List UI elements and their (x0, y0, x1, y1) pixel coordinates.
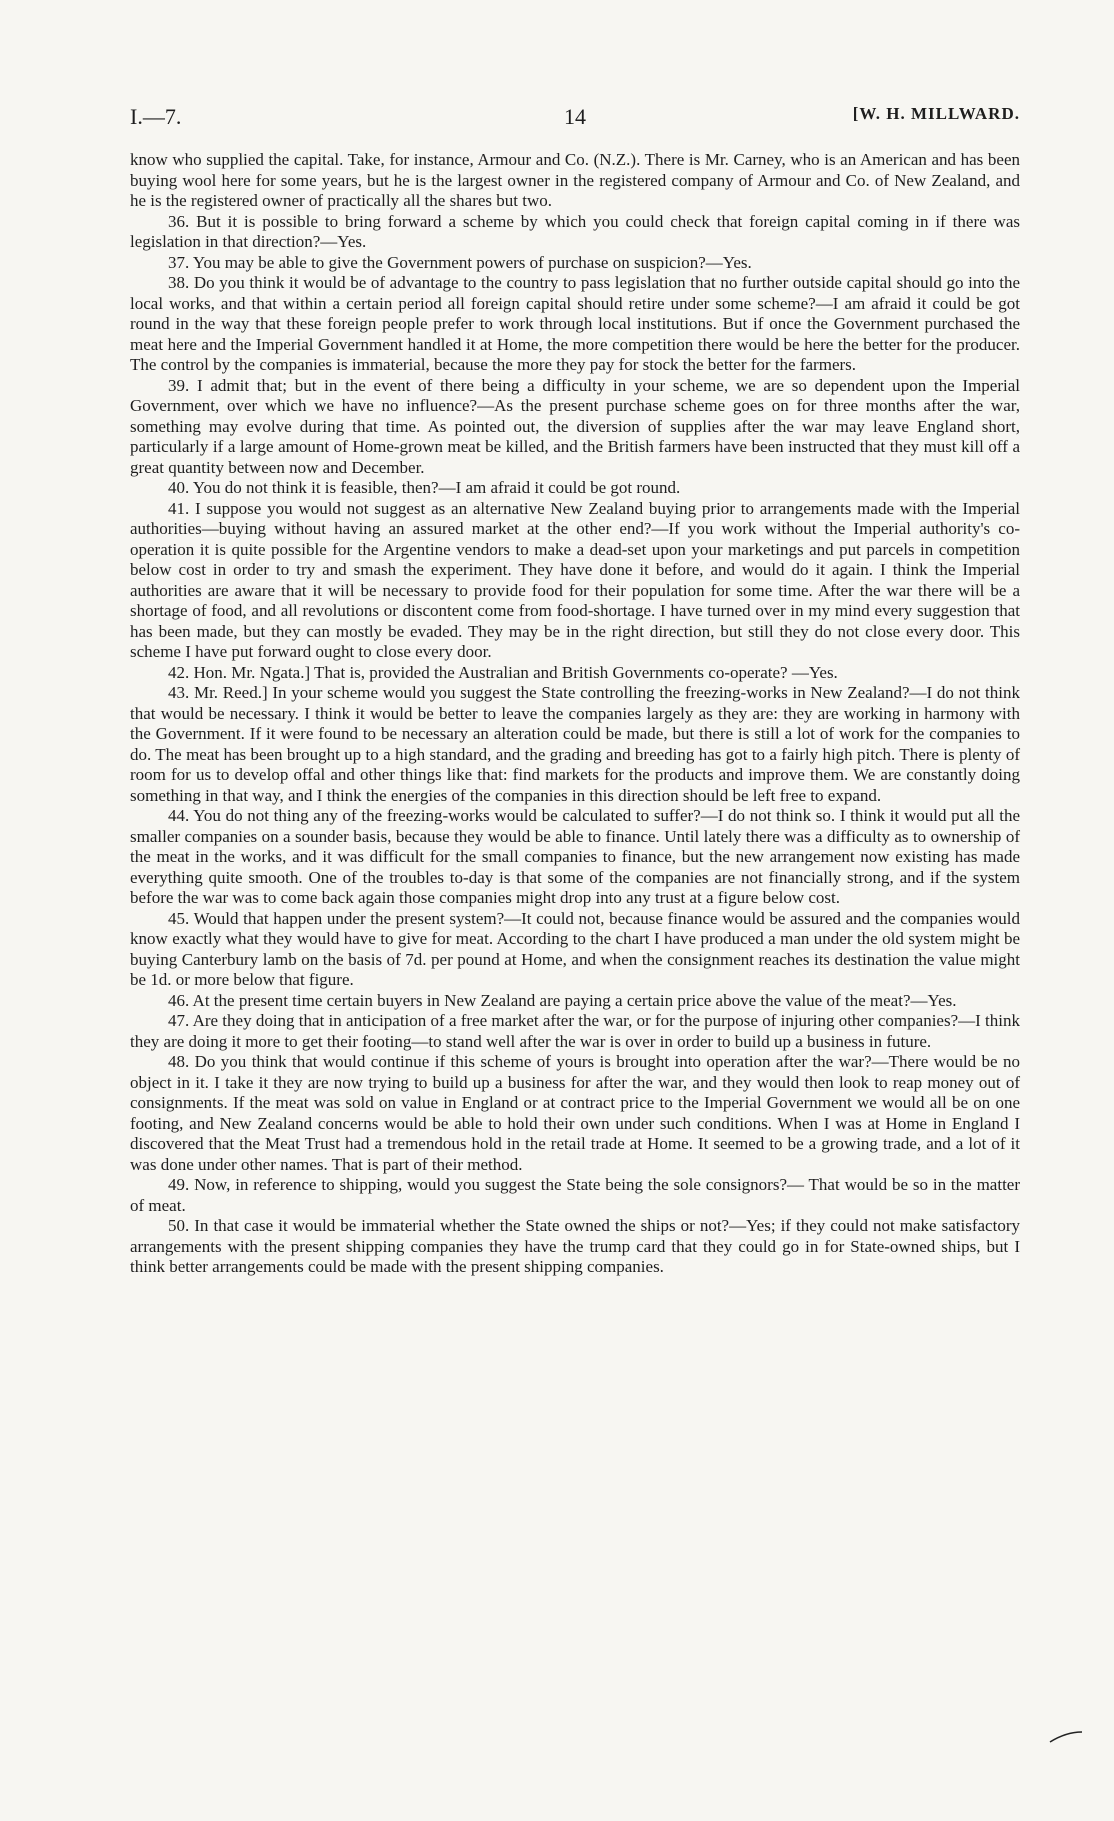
paragraph-q50: 50. In that case it would be immaterial whether the State owned the ships or not?—Yes; if they could not make satisfactory arrangements with the present shipping companies they have the trump card that they could go in for State-owned ships, but I think better arrangements could be made with the present shipping companies. (130, 1216, 1020, 1276)
paragraph-q49: 49. Now, in reference to shipping, would you suggest the State being the sole consignors?— That would be so in the matter of meat. (130, 1175, 1020, 1215)
paragraph-q38: 38. Do you think it would be of advantage to the country to pass legislation that no further outside capital should go into the local works, and that within a certain period all foreign capital should retire under some scheme?—I am afraid it could be got round in the way that these foreign people prefer to work through local institutions. But if once the Government purchased the meat here and the Imperial Government handled it at Home, the more competition there would be here the better for the producer. The control by the companies is immaterial, because the more they pay for stock the better for the farmers. (130, 273, 1020, 374)
paragraph-q42: 42. Hon. Mr. Ngata.] That is, provided the Australian and British Governments co-operate? —Yes. (168, 662, 838, 682)
paragraph-q40: 40. You do not think it is feasible, then?—I am afraid it could be got round. (168, 478, 681, 497)
page-number: 14 (564, 104, 586, 129)
paragraph-q39: 39. I admit that; but in the event of there being a difficulty in your scheme, we are so dependent upon the Imperial Government, over which we have no influence?—As the present purchase scheme goes on for three months after the war, something may evolve during that time. As pointed out, the diversion of supplies after the war may leave England short, particularly if a large amount of Home-grown meat be killed, and the British farmers have been instructed that they must kill off a great quantity between now and December. (130, 375, 1020, 477)
page-header (130, 104, 1020, 134)
paragraph-q43: 43. Mr. Reed.] In your scheme would you suggest the State controlling the freezing-works in New Zealand?—I do not think that would be necessary. I think it would be better to leave the companies largely as they are: they are working in harmony with the Government. If it were found to be necessary an alteration could be made, but there is still a lot of work for the companies to do. The meat has been brought up to a high standard, and the grading and breeding has got to a fairly high pitch. There is plenty of room for us to develop offal and other things like that: find markets for the products and improve them. We are constantly doing something in that way, and I think the energies of the companies in this direction should be left free to expand. (130, 683, 1020, 805)
paragraph-q48: 48. Do you think that would continue if this scheme of yours is brought into operation after the war?—There would be no object in it. I take it they are now trying to build up a business for after the war, and they would then look to reap money out of consignments. If the meat was sold on value in England or at contract price to the Imperial Government we would all be on one footing, and New Zealand concerns would be able to hold their own under such conditions. When I was at Home in England I discovered that the Meat Trust had a tremendous hold in the retail trade at Home. It seemed to be a growing trade, and a lot of it was done under other names. That is part of their method. (130, 1052, 1020, 1174)
paragraph-q46: 46. At the present time certain buyers in New Zealand are paying a certain price above the value of the meat?—Yes. (168, 990, 957, 1010)
paper-reference: I.—7. (130, 104, 182, 129)
pen-mark (1048, 1730, 1084, 1744)
paragraph-q45: 45. Would that happen under the present system?—It could not, because finance would be assured and the companies would know exactly what they would have to give for meat. According to the chart I have produced a man under the old system might be buying Canterbury lamb on the basis of 7d. per pound at Home, and when the consignment reaches its destination the value might be 1d. or more below that figure. (130, 908, 1020, 989)
paragraph-continuation: know who supplied the capital. Take, for instance, Armour and Co. (N.Z.). There is Mr. Carney, who is an American and has been buying wool here for some years, but he is the largest owner in the registered company of Armour and Co. of New Zealand, and he is the registered owner of practically all the shares but two. (130, 150, 1020, 210)
paragraph-q44: 44. You do not thing any of the freezing-works would be calculated to suffer?—I do not think so. I think it would put all the smaller companies on a sounder basis, because they would be able to finance. Until lately there was a difficulty as to ownership of the meat in the works, and it was difficult for the small companies to finance, but the new arrangement now existing has made everything quite smooth. One of the troubles to-day is that some of the companies are not financially strong, and if the system before the war was to come back again those companies might drop into any trust at a figure below cost. (130, 806, 1020, 907)
paragraph-q37: 37. You may be able to give the Government powers of purchase on suspicion?—Yes. (168, 252, 752, 272)
paragraph-q41: 41. I suppose you would not suggest as an alternative New Zealand buying prior to arrangements made with the Imperial authorities—buying without having an assured market at the other end?—If you work without the Imperial authority's co-operation it is quite possible for the Argentine vendors to make a dead-set upon your marketings and put parcels in competition below cost in order to try and smash the experiment. They have done it before, and would do it again. I think the Imperial authorities are aware that it will be necessary to provide food for their population for some time. After the war there will be a shortage of food, and all revolutions or discontent come from food-shortage. I have turned over in my mind every suggestion that has been made, but they can mostly be evaded. They may be in the right direction, but still they do not close every door. This scheme I have put forward ought to close every door. (130, 498, 1020, 661)
page-body (130, 150, 1020, 1278)
paragraph-q36: 36. But it is possible to bring forward a scheme by which you could check that foreign capital coming in if there was legislation in that direction?—Yes. (130, 211, 1020, 251)
witness-name: [W. H. MILLWARD. (852, 104, 1020, 123)
paragraph-q47: 47. Are they doing that in anticipation of a free market after the war, or for the purpose of injuring other companies?—I think they are doing it more to get their footing—to stand well after the war is over in order to build up a business in future. (130, 1011, 1020, 1051)
